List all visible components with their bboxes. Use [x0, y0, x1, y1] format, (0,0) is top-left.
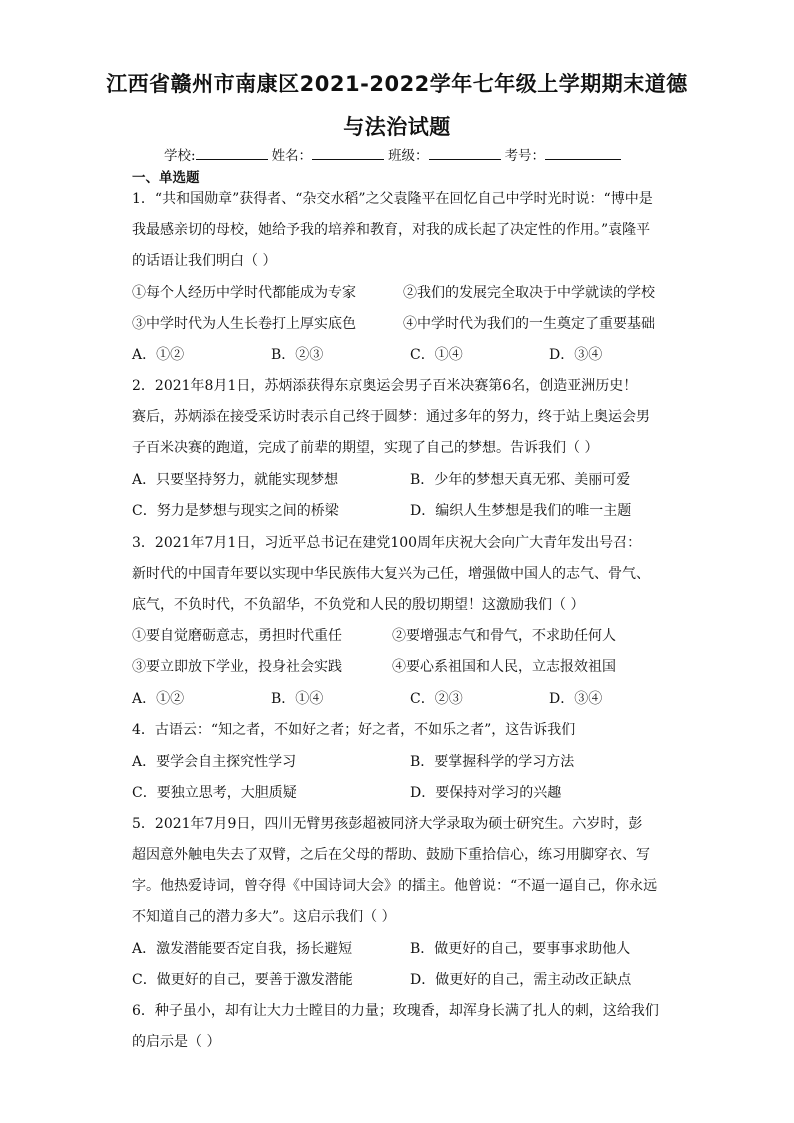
question-5-stem-line: 超因意外触电失去了双臂，之后在父母的帮助、鼓励下重拾信心，练习用脚穿衣、写	[132, 847, 650, 863]
school-label: 学校:	[164, 148, 196, 164]
question-3-stem-line: 底气，不负时代，不负韶华，不负党和人民的殷切期望！这激励我们（ ）	[132, 597, 585, 613]
question-4-option-a: A．要学会自主探究性学习	[132, 754, 297, 770]
question-2-stem-line: 赛后，苏炳添在接受采访时表示自己终于圆梦：通过多年的努力，终于站上奥运会男	[132, 409, 650, 425]
class-label: 班级：	[388, 148, 429, 164]
question-2-option-b: B．少年的梦想天真无邪、美丽可爱	[410, 472, 631, 488]
name-label: 姓名：	[271, 148, 313, 164]
exam-title-line-2: 与法治试题	[343, 115, 451, 139]
question-3-statement: ③要立即放下学业，投身社会实践	[132, 659, 342, 675]
question-1-option-b: B．②③	[271, 347, 324, 363]
question-5-stem-line: 5．2021年7月9日，四川无臂男孩彭超被同济大学录取为硕士研究生。六岁时，彭	[132, 816, 643, 832]
question-3-option-a: A．①②	[132, 691, 185, 707]
question-1-statement: ②我们的发展完全取决于中学就读的学校	[403, 285, 655, 301]
question-4-option-d: D．要保持对学习的兴趣	[410, 785, 562, 801]
question-2-option-c: C．努力是梦想与现实之间的桥梁	[132, 503, 339, 519]
question-1-option-c: C．①④	[410, 347, 463, 363]
class-blank	[429, 147, 501, 160]
question-5-option-d: D．做更好的自己，需主动改正缺点	[410, 972, 632, 988]
question-4-stem-line: 4．古语云：“知之者，不如好之者；好之者，不如乐之者”，这告诉我们	[132, 722, 576, 738]
question-5-option-c: C．做更好的自己，要善于激发潜能	[132, 972, 353, 988]
question-1-stem-line: 我最感亲切的母校，她给予我的培养和教育，对我的成长起了决定性的作用。”袁隆平	[132, 222, 651, 238]
question-2-option-a: A．只要坚持努力，就能实现梦想	[132, 472, 339, 488]
section-heading: 一、单选题	[132, 170, 200, 186]
question-2-option-d: D．编织人生梦想是我们的唯一主题	[410, 503, 632, 519]
exam-number-label: 考号：	[504, 148, 546, 164]
question-4-option-c: C．要独立思考，大胆质疑	[132, 785, 297, 801]
question-1-statement: ④中学时代为我们的一生奠定了重要基础	[403, 316, 655, 332]
question-3-option-c: C．②③	[410, 691, 463, 707]
question-3-stem-line: 新时代的中国青年要以实现中华民族伟大复兴为己任，增强做中国人的志气、骨气、	[132, 566, 650, 582]
question-1-statement: ③中学时代为人生长卷打上厚实底色	[132, 316, 356, 332]
question-3-stem-line: 3．2021年7月1日，习近平总书记在建党100周年庆祝大会向广大青年发出号召：	[132, 535, 642, 551]
exam-number-blank	[545, 147, 621, 160]
question-2-stem-line: 子百米决赛的跑道，完成了前辈的期望，实现了自己的梦想。告诉我们（ ）	[132, 440, 599, 456]
question-3-option-b: B．①④	[271, 691, 324, 707]
school-blank	[196, 147, 268, 160]
question-5-stem-line: 字。他热爱诗词，曾夺得《中国诗词大会》的擂主。他曾说：“不逼一逼自己，你永远	[132, 878, 658, 894]
question-3-statement: ②要增强志气和骨气，不求助任何人	[392, 628, 616, 644]
question-5-stem-line: 不知道自己的潜力多大”。这启示我们（ ）	[132, 909, 396, 925]
question-5-option-a: A．激发潜能要否定自我，扬长避短	[132, 941, 353, 957]
question-4-option-b: B．要掌握科学的学习方法	[410, 754, 575, 770]
name-blank	[312, 147, 384, 160]
question-1-stem-line: 的话语让我们明白（ ）	[132, 253, 277, 269]
student-info-row	[164, 144, 625, 164]
question-1-stem-line: 1．“共和国勋章”获得者、“杂交水稻”之父袁隆平在回忆自己中学时光时说：“博中是	[132, 191, 653, 207]
question-3-statement: ①要自觉磨砺意志，勇担时代重任	[132, 628, 342, 644]
question-3-option-d: D．③④	[549, 691, 603, 707]
question-1-option-d: D．③④	[549, 347, 603, 363]
question-5-option-b: B．做更好的自己，要事事求助他人	[410, 941, 631, 957]
question-6-stem-line: 6．种子虽小，却有让大力士瞠目的力量；玫瑰香，却浑身长满了扎人的刺，这给我们	[132, 1003, 659, 1019]
question-2-stem-line: 2．2021年8月1日，苏炳添获得东京奥运会男子百米决赛第6名，创造亚洲历史！	[132, 378, 638, 394]
question-1-option-a: A．①②	[132, 347, 185, 363]
question-1-statement: ①每个人经历中学时代都能成为专家	[132, 285, 356, 301]
question-3-statement: ④要心系祖国和人民，立志报效祖国	[392, 659, 616, 675]
exam-title-line-1: 江西省赣州市南康区2021-2022学年七年级上学期期末道德	[106, 72, 688, 96]
question-6-stem-line: 的启示是（ ）	[132, 1034, 221, 1050]
